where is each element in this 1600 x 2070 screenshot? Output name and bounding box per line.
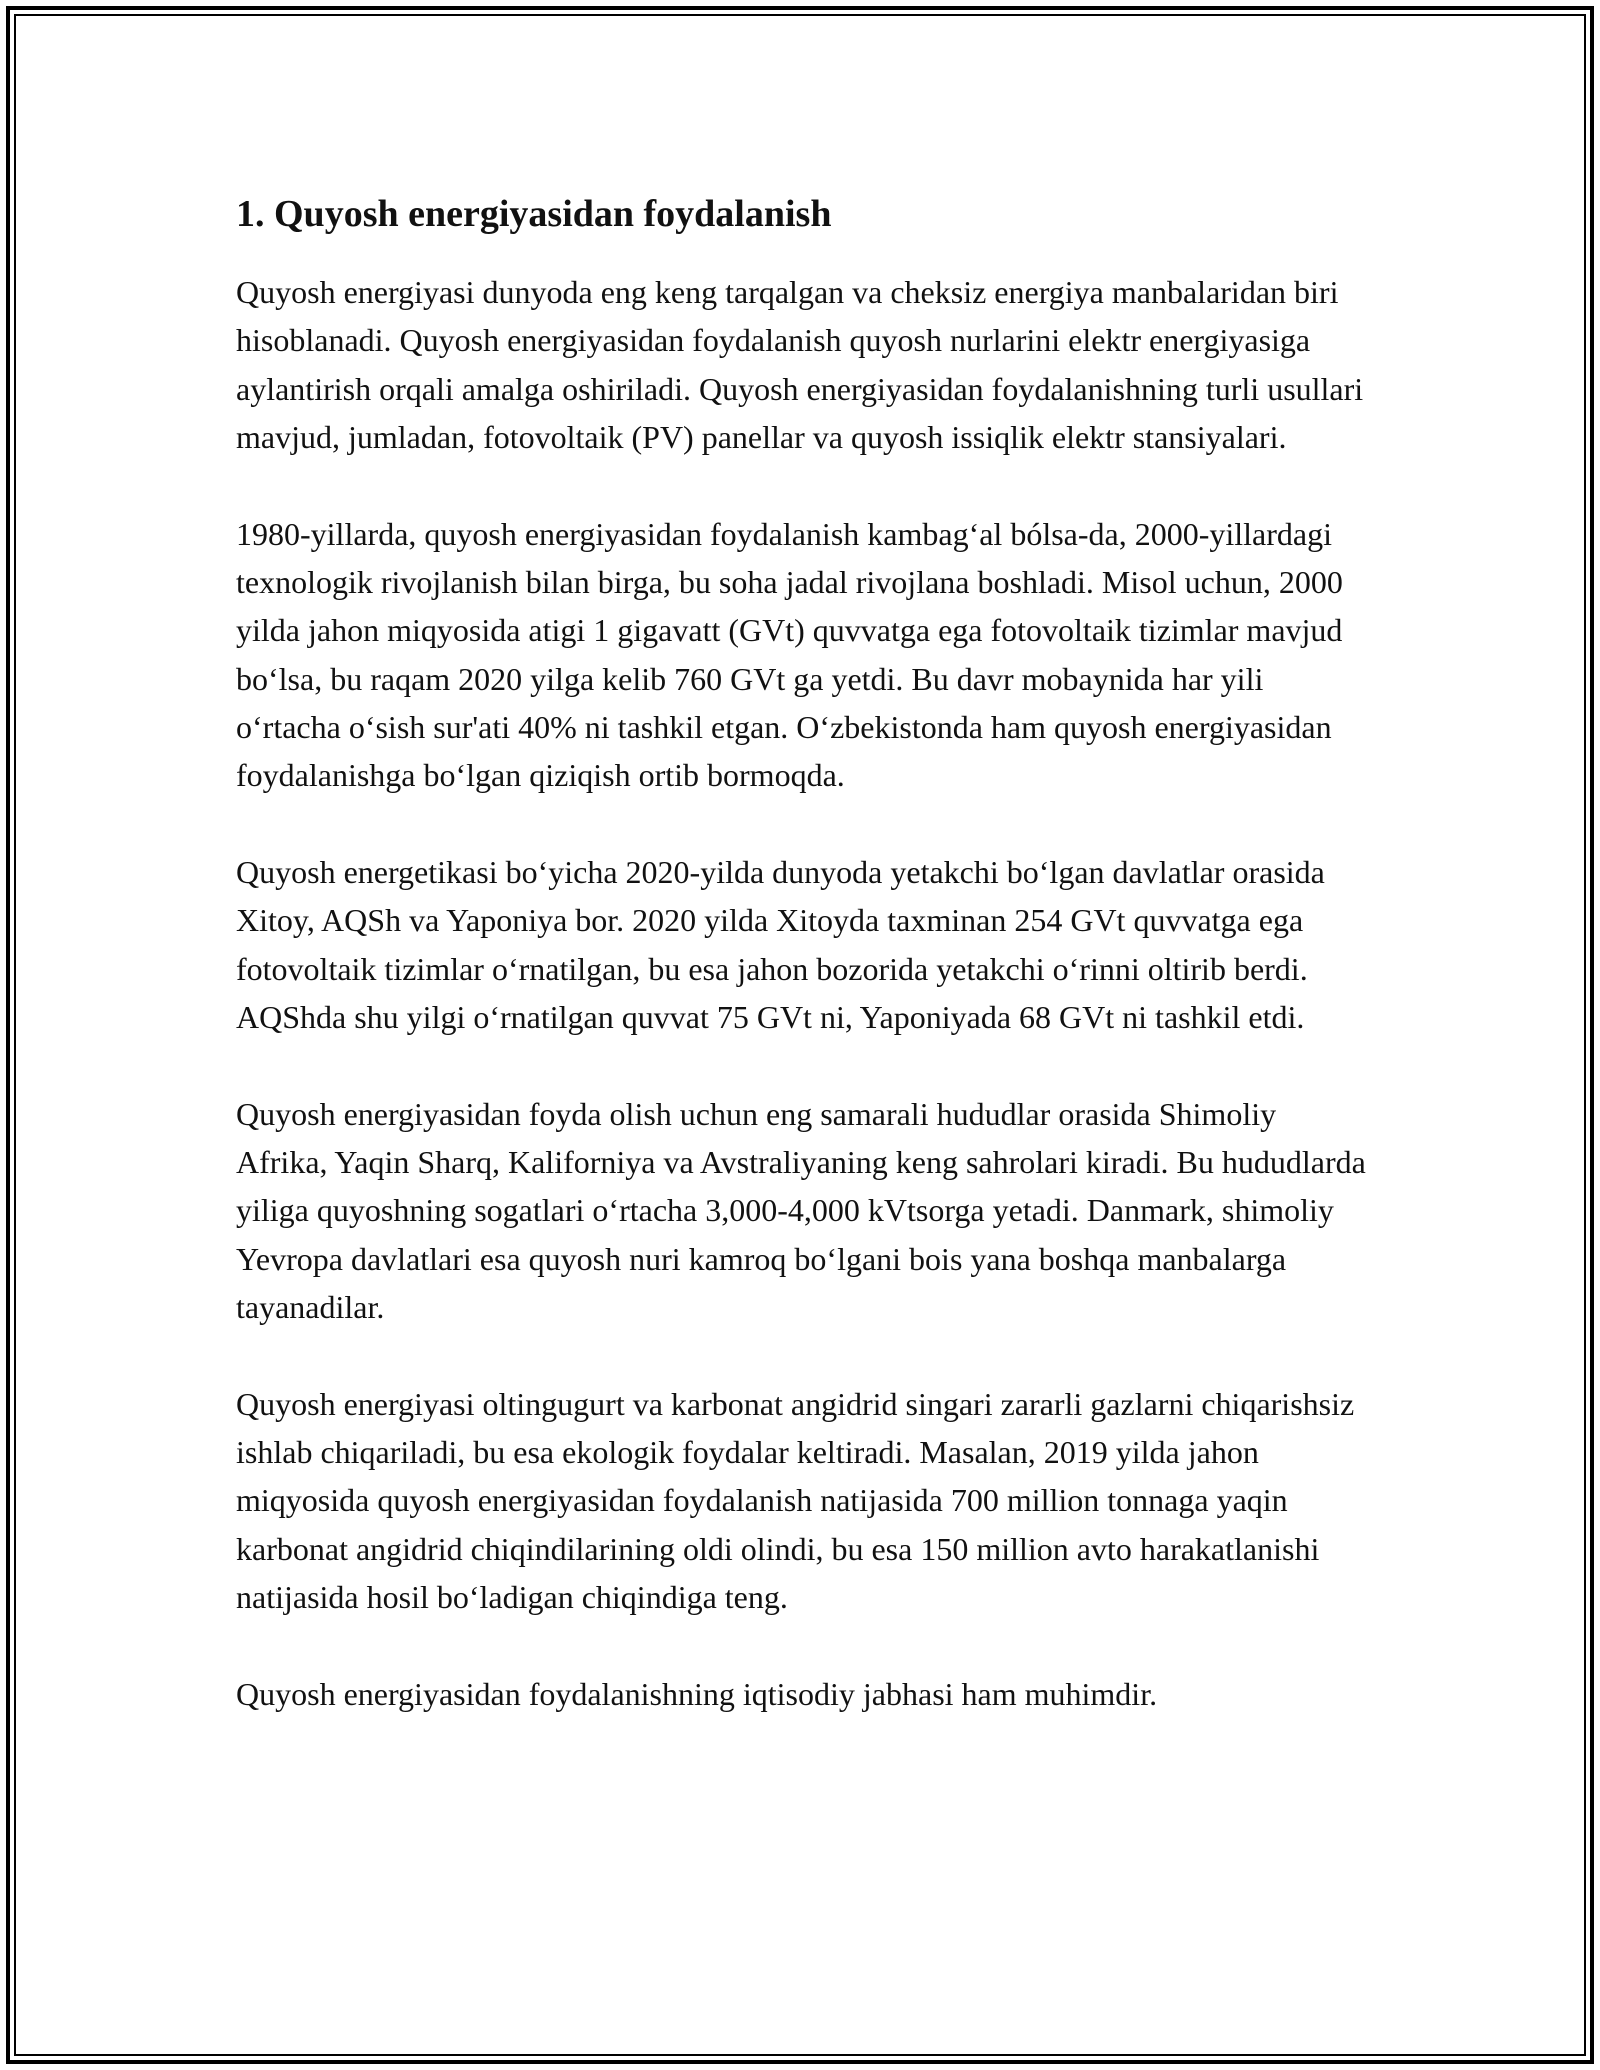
paragraph-2: 1980-yillarda, quyosh energiyasidan foydalanish kambag‘al bólsa-da, 2000-yillardagi texnologik rivojlanish bilan birga, bu soha jadal rivojlana boshladi. Misol uchun, 2000 yilda jahon miqyosida atigi 1 gigavatt (GVt) quvvatga ega fotovoltaik tizimlar mavjud bo‘lsa, bu raqam 2020 yilga kelib 760 GVt ga yetdi. Bu davr mobaynida har yili o‘rtacha o‘sish sur'ati 40% ni tashkil etgan. O‘zbekistonda ham quyosh energiyasidan foydalanishga bo‘lgan qiziqish ortib bormoqda. bbox=[236, 515, 1343, 794]
paragraph-1: Quyosh energiyasi dunyoda eng keng tarqalgan va cheksiz energiya manbalaridan biri hisoblanadi. Quyosh energiyasidan foydalanish quyosh nurlarini elektr energiyasiga aylantirish orqali amalga oshiriladi. Quyosh energiyasidan foydalanishning turli usullari mavjud, jumladan, fotovoltaik (PV) panellar va quyosh issiqlik elektr stansiyalari. bbox=[236, 274, 1364, 455]
paragraph-5: Quyosh energiyasi oltingugurt va karbonat angidrid singari zararli gazlarni chiqarishsiz ishlab chiqariladi, bu esa ekologik foydalar keltiradi. Masalan, 2019 yilda jahon miqyosida quyosh energiyasidan foydalanish natijasida 700 million tonnaga yaqin karbonat angidrid chiqindilarining oldi olindi, bu esa 150 million avto harakatlanishi natijasida hosil bo‘ladigan chiqindiga teng. bbox=[236, 1385, 1355, 1615]
paragraph-3: Quyosh energetikasi bo‘yicha 2020-yilda dunyoda yetakchi bo‘lgan davlatlar orasida Xitoy, AQSh va Yaponiya bor. 2020 yilda Xitoyda taxminan 254 GVt quvvatga ega fotovoltaik tizimlar o‘rnatilgan, bu esa jahon bozorida yetakchi o‘rinni oltirib berdi. AQShda shu yilgi o‘rnatilgan quvvat 75 GVt ni, Yaponiyada 68 GVt ni tashkil etdi. bbox=[236, 853, 1325, 1035]
document-body bbox=[236, 186, 1366, 1766]
paragraph-4: Quyosh energiyasidan foyda olish uchun eng samarali hududlar orasida Shimoliy Afrika, Yaqin Sharq, Kaliforniya va Avstraliyaning keng sahrolari kiradi. Bu hududlarda yiliga quyoshning sogatlari o‘rtacha 3,000-4,000 kVtsorga yetadi. Danmark, shimoliy Yevropa davlatlari esa quyosh nuri kamroq bo‘lgani bois yana boshqa manbalarga tayanadilar. bbox=[236, 1095, 1366, 1325]
section-heading: 1. Quyosh energiyasidan foydalanish bbox=[236, 193, 832, 235]
paragraph-6: Quyosh energiyasidan foydalanishning iqtisodiy jabhasi ham muhimdir. bbox=[236, 1675, 1158, 1712]
